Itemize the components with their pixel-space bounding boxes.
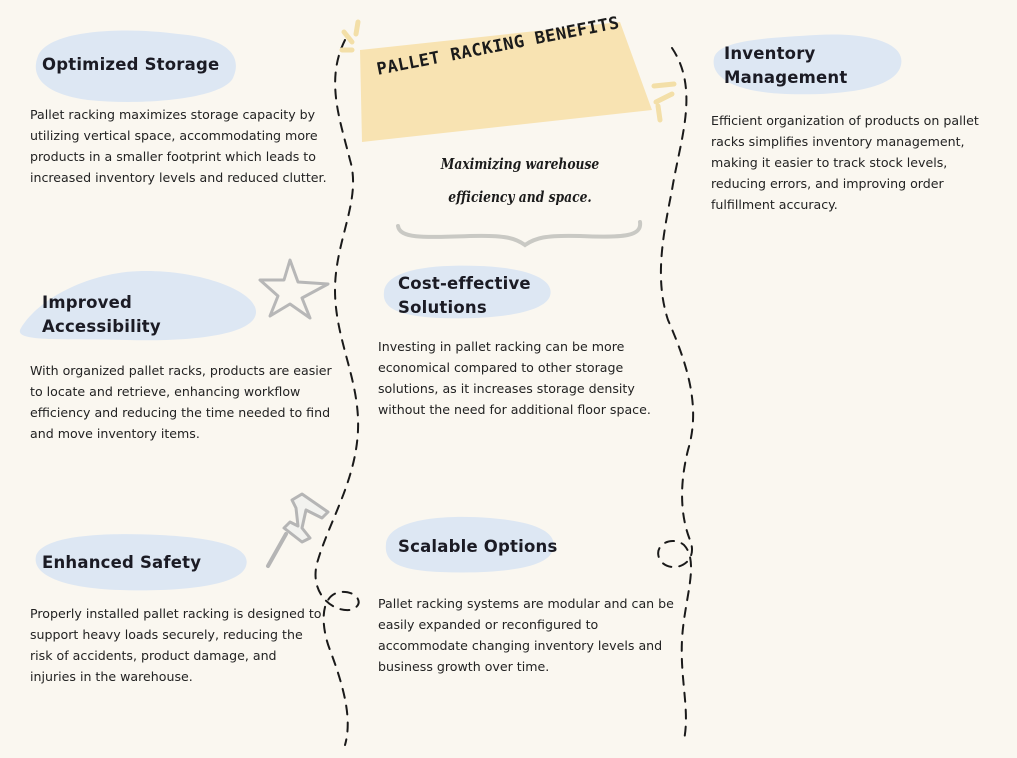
- benefit-heading-scalable-options: Scalable Options: [398, 537, 558, 556]
- benefit-heading-improved-accessibility: Improved Accessibility: [42, 293, 161, 336]
- page-subtitle: Maximizing warehouse efficiency and space.: [440, 155, 600, 206]
- page-title: PALLET RACKING BENEFITS: [375, 13, 622, 80]
- flourish-underline: [398, 222, 640, 245]
- benefit-body-inventory-management: Efficient organization of products on pallet racks simplifies inventory management, making it easier to track stock levels, reducing errors, and improving order fulfillment accuracy.: [711, 113, 979, 212]
- benefit-body-improved-accessibility: With organized pallet racks, products are easier to locate and retrieve, enhancing workflow efficiency and reducing the time needed to find and move inventory items.: [30, 363, 332, 441]
- pushpin-icon: [262, 488, 334, 572]
- benefit-heading-inventory-management: Inventory Management: [724, 44, 848, 87]
- benefit-body-optimized-storage: Pallet racking maximizes storage capacity by utilizing vertical space, accommodating more products in a smaller footprint which leads to increased inventory levels and reduced clutter.: [30, 107, 327, 185]
- benefit-heading-cost-effective-solutions: Cost-effective Solutions: [398, 274, 531, 317]
- benefit-body-cost-effective-solutions: Investing in pallet racking can be more economical compared to other storage solutions, as it increases storage density without the need for additional floor space.: [378, 339, 651, 417]
- star-icon: [256, 256, 332, 320]
- sparkle-icon: [646, 80, 682, 124]
- sparkle-icon: [338, 18, 372, 58]
- benefit-body-enhanced-safety: Properly installed pallet racking is designed to support heavy loads securely, reducing the risk of accidents, product damage, and injuries in the warehouse.: [30, 606, 322, 684]
- benefit-heading-optimized-storage: Optimized Storage: [42, 55, 220, 74]
- benefit-body-scalable-options: Pallet racking systems are modular and can be easily expanded or reconfigured to accommodate changing inventory levels and business growth over time.: [378, 596, 674, 674]
- benefit-heading-enhanced-safety: Enhanced Safety: [42, 553, 202, 572]
